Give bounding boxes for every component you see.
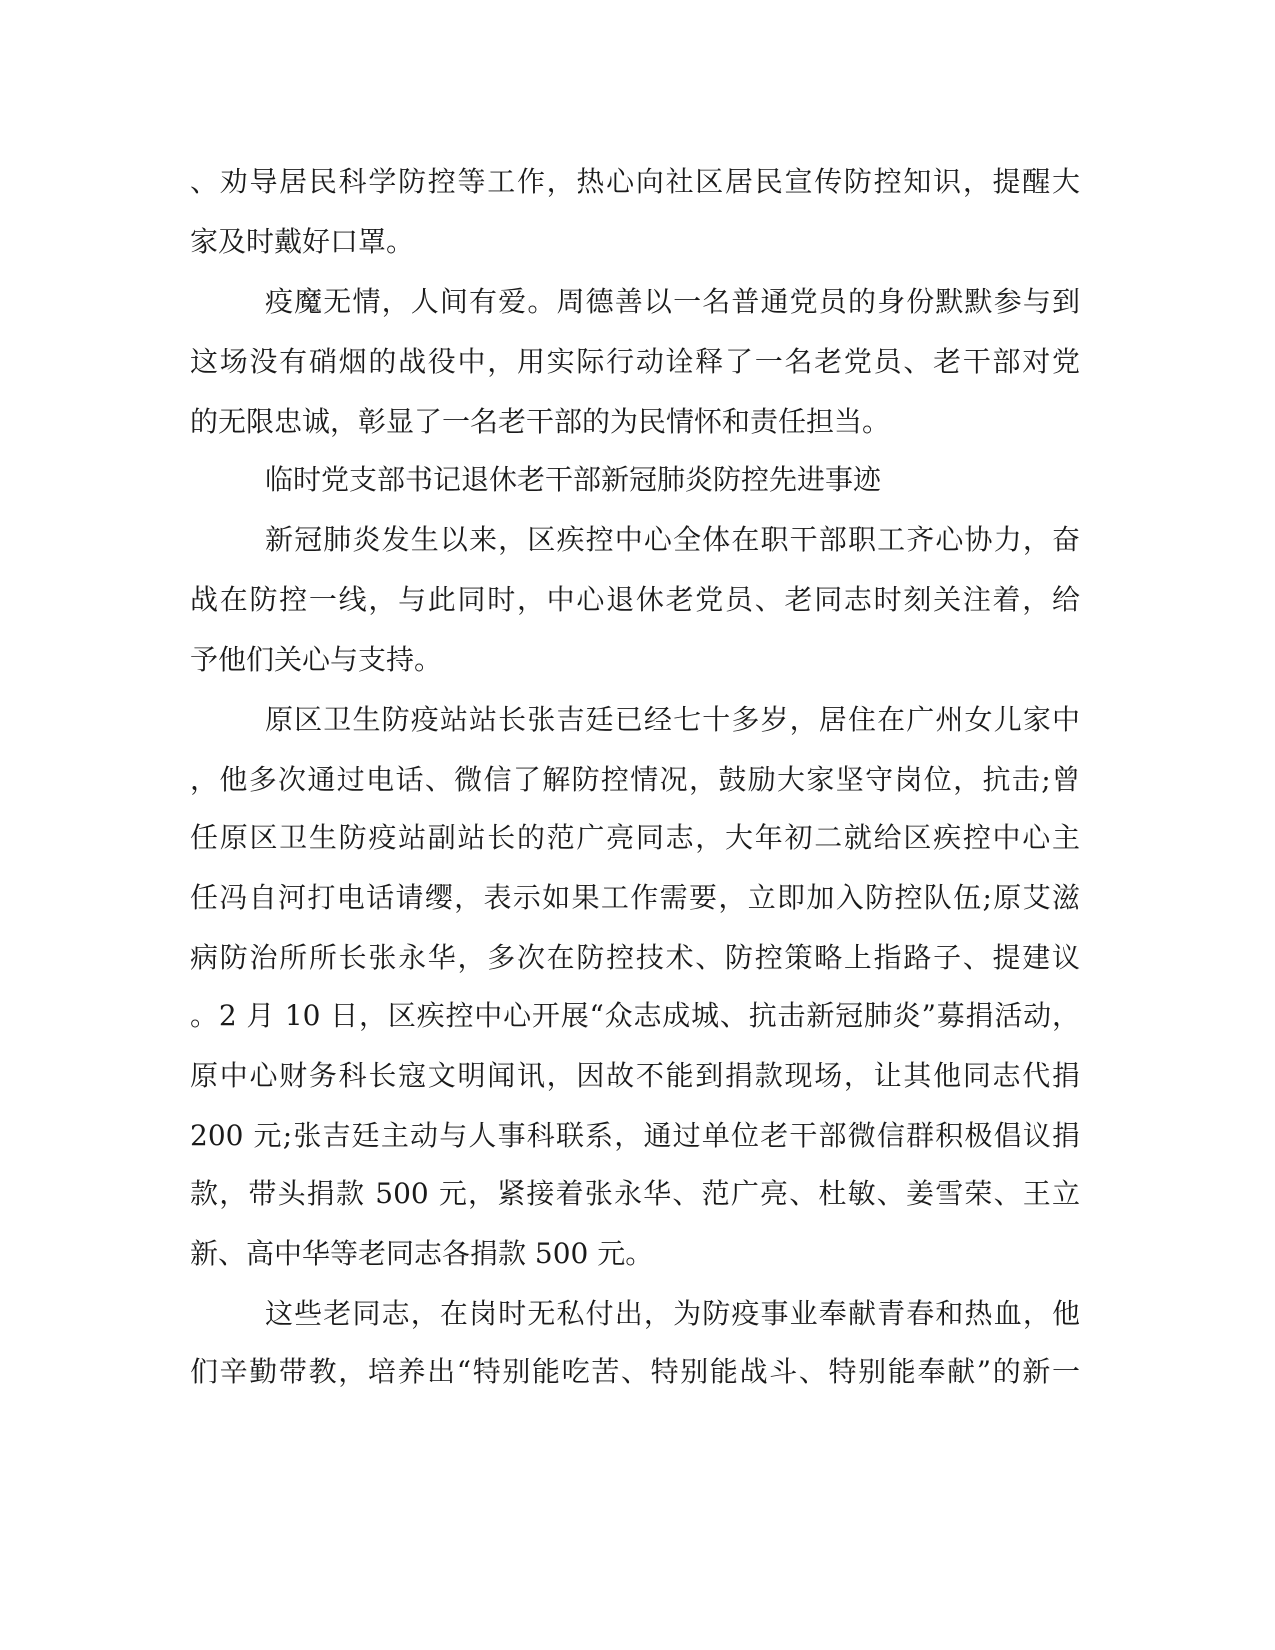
paragraph-3-line-3: 予他们关心与支持。 [190, 643, 443, 676]
paragraph-4-line-9: 款，带头捐款 500 元，紧接着张永华、范广亮、杜敏、姜雪荣、王立 [190, 1177, 1080, 1210]
paragraph-3-line-1: 新冠肺炎发生以来，区疾控中心全体在职干部职工齐心协力，奋 [265, 523, 1080, 556]
paragraph-4-line-2: ，他多次通过电话、微信了解防控情况，鼓励大家坚守岗位，抗击;曾 [190, 763, 1080, 796]
paragraph-2-line-2: 这场没有硝烟的战役中，用实际行动诠释了一名老党员、老干部对党 [190, 345, 1080, 378]
section-heading: 临时党支部书记退休老干部新冠肺炎防控先进事迹 [265, 463, 882, 496]
paragraph-4-line-7: 原中心财务科长寇文明闻讯，因故不能到捐款现场，让其他同志代捐 [190, 1059, 1080, 1092]
paragraph-4-line-1: 原区卫生防疫站站长张吉廷已经七十多岁，居住在广州女儿家中 [265, 703, 1080, 736]
paragraph-4-line-6: 。2 月 10 日，区疾控中心开展“众志成城、抗击新冠肺炎”募捐活动， [190, 999, 1080, 1032]
paragraph-4-line-4: 任冯自河打电话请缨，表示如果工作需要，立即加入防控队伍;原艾滋 [190, 881, 1080, 914]
paragraph-4-line-5: 病防治所所长张永华，多次在防控技术、防控策略上指路子、提建议 [190, 941, 1080, 974]
paragraph-2-line-3: 的无限忠诚，彰显了一名老干部的为民情怀和责任担当。 [190, 405, 891, 438]
paragraph-4-line-3: 任原区卫生防疫站副站长的范广亮同志，大年初二就给区疾控中心主 [190, 821, 1080, 854]
paragraph-2-line-1: 疫魔无情，人间有爱。周德善以一名普通党员的身份默默参与到 [265, 285, 1080, 318]
paragraph-3-line-2: 战在防控一线，与此同时，中心退休老党员、老同志时刻关注着，给 [190, 583, 1080, 616]
paragraph-4-line-10: 新、高中华等老同志各捐款 500 元。 [190, 1237, 654, 1270]
paragraph-4-line-8: 200 元;张吉廷主动与人事科联系，通过单位老干部微信群积极倡议捐 [190, 1119, 1080, 1152]
paragraph-5-line-1: 这些老同志，在岗时无私付出，为防疫事业奉献青春和热血，他 [265, 1297, 1080, 1330]
paragraph-5-line-2: 们辛勤带教，培养出“特别能吃苦、特别能战斗、特别能奉献”的新一 [190, 1355, 1080, 1388]
paragraph-1-line-1: 、劝导居民科学防控等工作，热心向社区居民宣传防控知识，提醒大 [190, 165, 1080, 198]
paragraph-1-line-2: 家及时戴好口罩。 [190, 225, 415, 258]
